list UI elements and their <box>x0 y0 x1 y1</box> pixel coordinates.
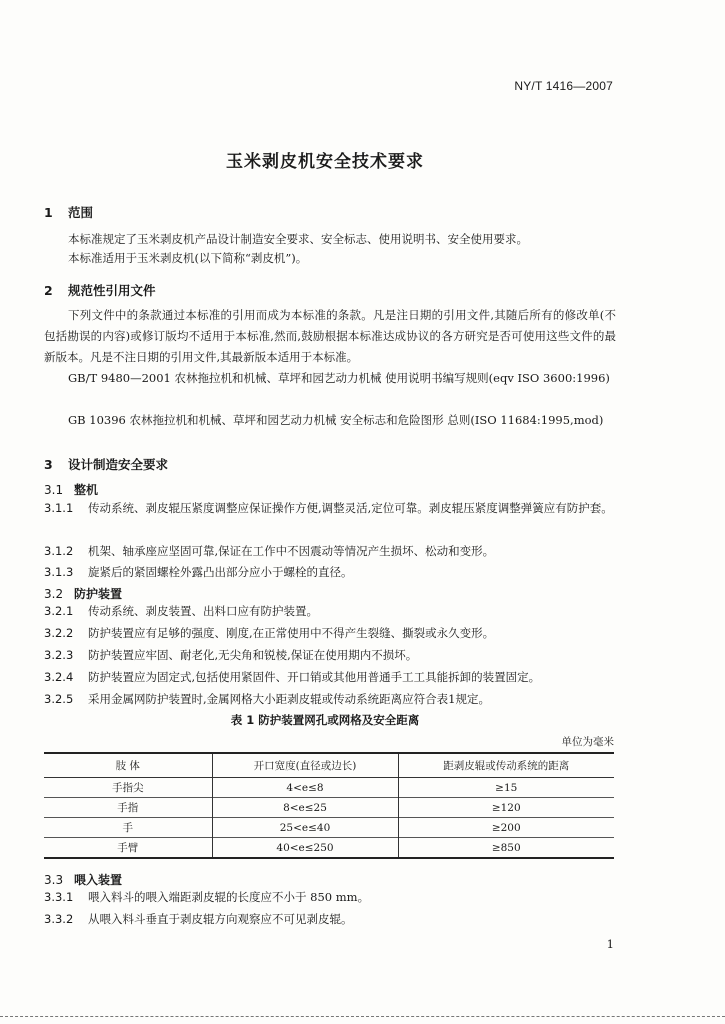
table-caption: 表 1 防护装置网孔或网格及安全距离 <box>230 713 420 727</box>
clause-number: 3.2.5 <box>44 692 74 706</box>
table-cell: 4<e≤8 <box>212 778 398 798</box>
table-cell: 8<e≤25 <box>212 798 398 818</box>
clause-3-2-5 <box>44 689 616 710</box>
subsection-title: 喂入装置 <box>74 873 123 887</box>
subsection-number: 3.2 <box>44 587 64 601</box>
standard-number: NY/T 1416—2007 <box>514 79 613 93</box>
clause-3-1-1 <box>44 498 616 519</box>
subsection-number: 3.1 <box>44 483 64 497</box>
subsection-3-2-heading <box>44 585 122 602</box>
clause-number: 3.2.2 <box>44 626 74 640</box>
subsection-title: 防护装置 <box>74 587 123 601</box>
table-cell: 40<e≤250 <box>212 838 398 859</box>
table-cell: 手臂 <box>44 838 212 859</box>
section-title: 规范性引用文件 <box>68 283 156 298</box>
section-3-heading <box>44 455 168 473</box>
clause-number: 3.3.1 <box>44 890 74 904</box>
section-2-heading <box>44 281 156 299</box>
subsection-3-1-heading <box>44 481 98 498</box>
table-cell: ≥120 <box>398 798 614 818</box>
table-cell: 手指尖 <box>44 778 212 798</box>
column-header: 肢 体 <box>44 753 212 778</box>
clause-number: 3.1.1 <box>44 501 74 515</box>
clause-text: 防护装置应牢固、耐老化,无尖角和锐棱,保证在使用期内不损坏。 <box>88 648 418 662</box>
clause-text: 采用金属网防护装置时,金属网格大小距剥皮辊或传动系统距离应符合表1规定。 <box>88 692 490 706</box>
clause-3-2-2 <box>44 623 616 644</box>
clause-number: 3.1.3 <box>44 565 74 579</box>
section-number: 2 <box>44 283 53 298</box>
clause-number: 3.2.3 <box>44 648 74 662</box>
table-cell: 25<e≤40 <box>212 818 398 838</box>
reference-gb-t-9480: GB/T 9480—2001 农林拖拉机和机械、草坪和园艺动力机械 使用说明书编写规则(eqv ISO 3600:1996) <box>68 371 610 385</box>
table-cell: ≥850 <box>398 838 614 859</box>
scope-paragraph-2: 本标准适用于玉米剥皮机(以下简称“剥皮机”)。 <box>68 251 308 265</box>
table-unit: 单位为毫米 <box>561 736 614 748</box>
clause-text: 喂入料斗的喂入端距剥皮辊的长度应不小于 850 mm。 <box>88 890 370 904</box>
section-title: 范围 <box>68 205 94 220</box>
clause-3-1-3 <box>44 562 616 583</box>
table-cell: ≥200 <box>398 818 614 838</box>
scan-edge-divider <box>0 1016 725 1017</box>
clause-text: 防护装置应有足够的强度、刚度,在正常使用中不得产生裂缝、撕裂或永久变形。 <box>88 626 495 640</box>
clause-text: 机架、轴承座应坚固可靠,保证在工作中不因震动等情况产生损坏、松动和变形。 <box>88 544 495 558</box>
clause-text: 防护装置应为固定式,包括使用紧固件、开口销或其他用普通手工工具能拆卸的装置固定。 <box>88 670 541 684</box>
document-title: 玉米剥皮机安全技术要求 <box>226 152 424 172</box>
subsection-number: 3.3 <box>44 873 64 887</box>
clause-3-2-3 <box>44 645 616 666</box>
clause-number: 3.3.2 <box>44 912 74 926</box>
table-cell: 手指 <box>44 798 212 818</box>
table-row <box>44 798 614 818</box>
normative-references-paragraph: 下列文件中的条款通过本标准的引用而成为本标准的条款。凡是注日期的引用文件,其随后所有的修改单(不包括勘误的内容)或修订版均不适用于本标准,然而,鼓励根据本标准达成协议的各方研究是否可使用这些文件的最新版本。凡是不注日期的引用文件,其最新版本适用于本标准。 <box>44 308 616 364</box>
table-row <box>44 778 614 798</box>
clause-text: 传动系统、剥皮辊压紧度调整应保证操作方便,调整灵活,定位可靠。剥皮辊压紧度调整弹簧应有防护套。 <box>88 501 613 515</box>
clause-3-1-2 <box>44 541 616 562</box>
clause-number: 3.2.4 <box>44 670 74 684</box>
subsection-title: 整机 <box>74 483 99 497</box>
table-row <box>44 818 614 838</box>
column-header: 开口宽度(直径或边长) <box>212 753 398 778</box>
clause-3-3-1 <box>44 887 616 908</box>
clause-3-2-1 <box>44 601 616 622</box>
clause-text: 旋紧后的紧固螺栓外露凸出部分应小于螺栓的直径。 <box>88 565 353 579</box>
page-number: 1 <box>606 937 614 951</box>
table-cell: 手 <box>44 818 212 838</box>
section-number: 1 <box>44 205 53 220</box>
clause-3-3-2 <box>44 909 616 930</box>
clause-3-2-4 <box>44 667 616 688</box>
clause-text: 从喂入料斗垂直于剥皮辊方向观察应不可见剥皮辊。 <box>88 912 353 926</box>
scope-paragraph-1: 本标准规定了玉米剥皮机产品设计制造安全要求、安全标志、使用说明书、安全使用要求。 <box>68 232 528 246</box>
section-title: 设计制造安全要求 <box>68 457 169 472</box>
table-row <box>44 838 614 859</box>
column-header: 距剥皮辊或传动系统的距离 <box>398 753 614 778</box>
guard-distance-table <box>44 752 614 859</box>
section-1-heading <box>44 203 93 221</box>
subsection-3-3-heading <box>44 871 122 888</box>
table-header-row <box>44 753 614 778</box>
clause-number: 3.2.1 <box>44 604 74 618</box>
table-cell: ≥15 <box>398 778 614 798</box>
section-number: 3 <box>44 457 53 472</box>
reference-gb-10396: GB 10396 农林拖拉机和机械、草坪和园艺动力机械 安全标志和危险图形 总则(ISO 11684:1995,mod) <box>68 413 604 427</box>
clause-text: 传动系统、剥皮装置、出料口应有防护装置。 <box>88 604 318 618</box>
clause-number: 3.1.2 <box>44 544 74 558</box>
